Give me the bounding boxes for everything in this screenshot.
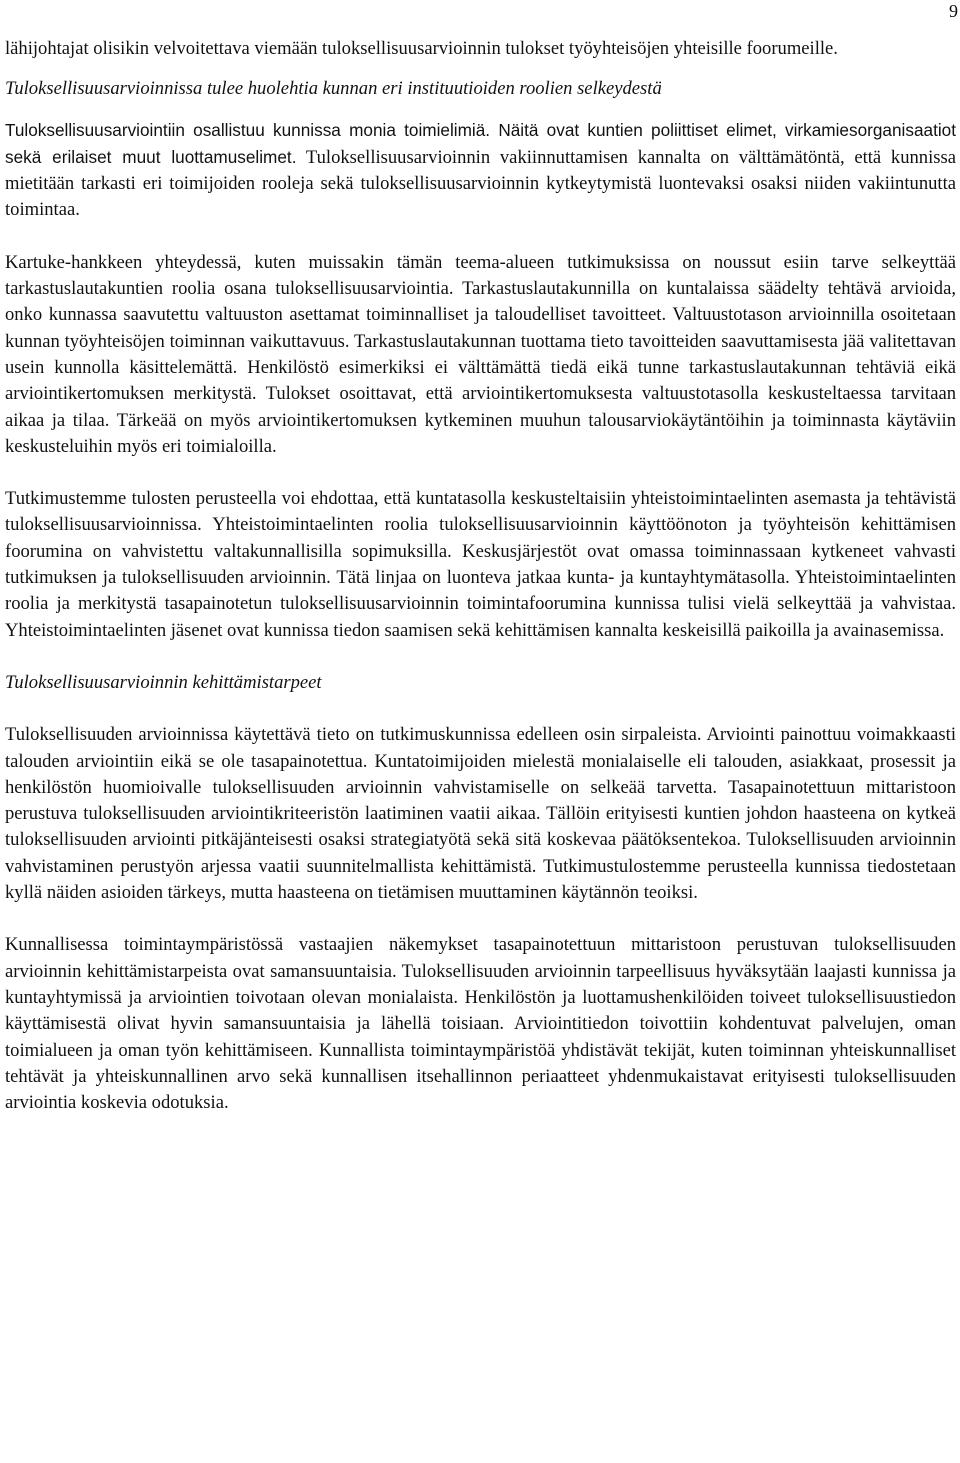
document-body: [5, 36, 956, 1116]
paragraph-continued: lähijohtajat olisikin velvoitettava viemään tuloksellisuusarvioinnin tulokset työyhteisöjen yhteisille foorumeille.: [5, 38, 838, 59]
paragraph-kartuke: Kartuke-hankkeen yhteydessä, kuten muissakin tämän teema-alueen tutkimuksissa on noussut esiin tarve selkeyttää tarkastuslautakuntien roolia osana tuloksellisuusarviointia. Tarkastuslautakunnilla on kuntalaissa säädelty tehtävä arvioida, onko kunnassa saavutettu valtuuston asettamat toiminnalliset ja taloudelliset tavoitteet. Valtuustotason arvioinnilla osoitetaan kunnan työyhteisöjen toiminnan vaikuttavuus. Tarkastuslautakunnan tuottama tieto tavoitteiden saavuttamisesta jää valitettavan usein kunnolla käsittelemättä. Henkilöstö esimerkiksi ei välttämättä tiedä eikä tunne tarkastuslautakunnan tehtäviä eikä arviointikertomuksen merkitystä. Tulokset osoittavat, että arviointikertomuksesta valtuustotasolla keskusteltaessa tarvitaan aikaa ja tilaa. Tärkeää on myös arviointikertomuksen kytkeminen muuhun talousarviokäytäntöihin ja toiminnasta käytäviin keskusteluihin myös eri toimialoilla.: [5, 251, 956, 457]
paragraph-cooperation: Tutkimustemme tulosten perusteella voi ehdottaa, että kuntatasolla keskusteltaisiin yhteistoimintaelinten asemasta ja tehtävistä tuloksellisuusarvioinnissa. Yhteistoimintaelinten roolia tuloksellisuusarvioinnin käyttöönoton ja työyhteisön kehittämisen foorumina on vahvistettu valtakunnallisilla sopimuksilla. Keskusjärjestöt ovat omassa toiminnassaan kytkeneet vahvasti tutkimuksen ja tuloksellisuuden arvioinnin. Tätä linjaa on luonteva jatkaa kunta- ja kuntayhtymätasolla. Yhteistoimintaelinten roolia ja merkitystä tasapainotetun tuloksellisuusarvioinnin toimintafoorumina kunnissa tulisi vielä selkeyttää ja vahvistaa. Yhteistoimintaelinten jäsenet ovat kunnissa tiedon saamisen sekä kehittämisen kannalta keskeisillä paikoilla ja avainasemissa.: [5, 488, 956, 641]
paragraph-bodies-sans-part: Tuloksellisuusarviointiin osallistuu kunnissa monia toimielimiä. Näitä ovat kuntien poliittiset elimet, virkamiesorganisaatiot sekä erilaiset muut luottamuselimet.: [5, 119, 956, 167]
page-number: 9: [949, 1, 958, 21]
paragraph-bodies-serif-part: Tuloksellisuusarvioinnin vakiinnuttamisen kannalta on välttämätöntä, että kunnissa mietitään tarkasti eri toimijoiden rooleja sekä tuloksellisuusarvioinnin kytkeytymistä luontevaksi osaksi niiden vakiintunutta toimintaa.: [5, 146, 956, 221]
paragraph-bodies: [5, 117, 956, 224]
paragraph-environment: Kunnallisessa toimintaympäristössä vastaajien näkemykset tasapainotettuun mittaristoon perustuvan tuloksellisuuden arvioinnin kehittämistarpeista ovat samansuuntaisia. Tuloksellisuuden arvioinnin tarpeellisuus hyväksytään laajasti kunnissa ja kuntayhtymissä ja arviointien toivotaan olevan monialaista. Henkilöstön ja luottamushenkilöiden toiveet tuloksellisuustiedon käyttämisestä olivat hyvin samansuuntaisia ja lähellä toisiaan. Arviointitiedon toivottiin kohdentuvat palvelujen, oman toimialueen ja oman työn kehittämiseen. Kunnallista toimintaympäristöä yhdistävät tekijät, kuten toiminnan yhteiskunnalliset tehtävät ja yhteiskunnallinen arvo sekä kunnallisen itsehallinnon periaatteet yhdenmukaistavat erityisesti tuloksellisuuden arviointia koskevia odotuksia.: [5, 934, 956, 1114]
section-heading-development: Tuloksellisuusarvioinnin kehittämistarpeet: [5, 671, 322, 693]
section-heading-roles: Tuloksellisuusarvioinnissa tulee huolehtia kunnan eri instituutioiden roolien selkeydestä: [5, 78, 662, 100]
paragraph-needs: Tuloksellisuuden arvioinnissa käytettävä tieto on tutkimuskunnissa edelleen osin sirpaleista. Arviointi painottuu voimakkaasti talouden arviointiin eikä se ole tasapainotettua. Kuntatoimijoiden mielestä monialaiselle eli talouden, asiakkaat, prosessit ja henkilöstön huomioivalle tuloksellisuuden arvioinnin vahvistamiselle on selkeää tarvetta. Tasapainotettuun mittaristoon perustuva tuloksellisuuden arviointikriteeristön laatiminen vaatii aikaa. Tällöin erityisesti kuntien johdon haasteena on kytkeä tuloksellisuuden arviointi pitkäjänteisesti osaksi strategiatyötä sekä sitä koskevaa päätöksentekoa. Tuloksellisuuden arvioinnin vahvistaminen perustyön arjessa vaatii suunnitelmallista kehittämistä. Tutkimustulostemme perusteella kunnissa tiedostetaan kyllä näiden asioiden tärkeys, mutta haasteena on tietämisen muuttaminen käytännön teoiksi.: [5, 724, 956, 904]
